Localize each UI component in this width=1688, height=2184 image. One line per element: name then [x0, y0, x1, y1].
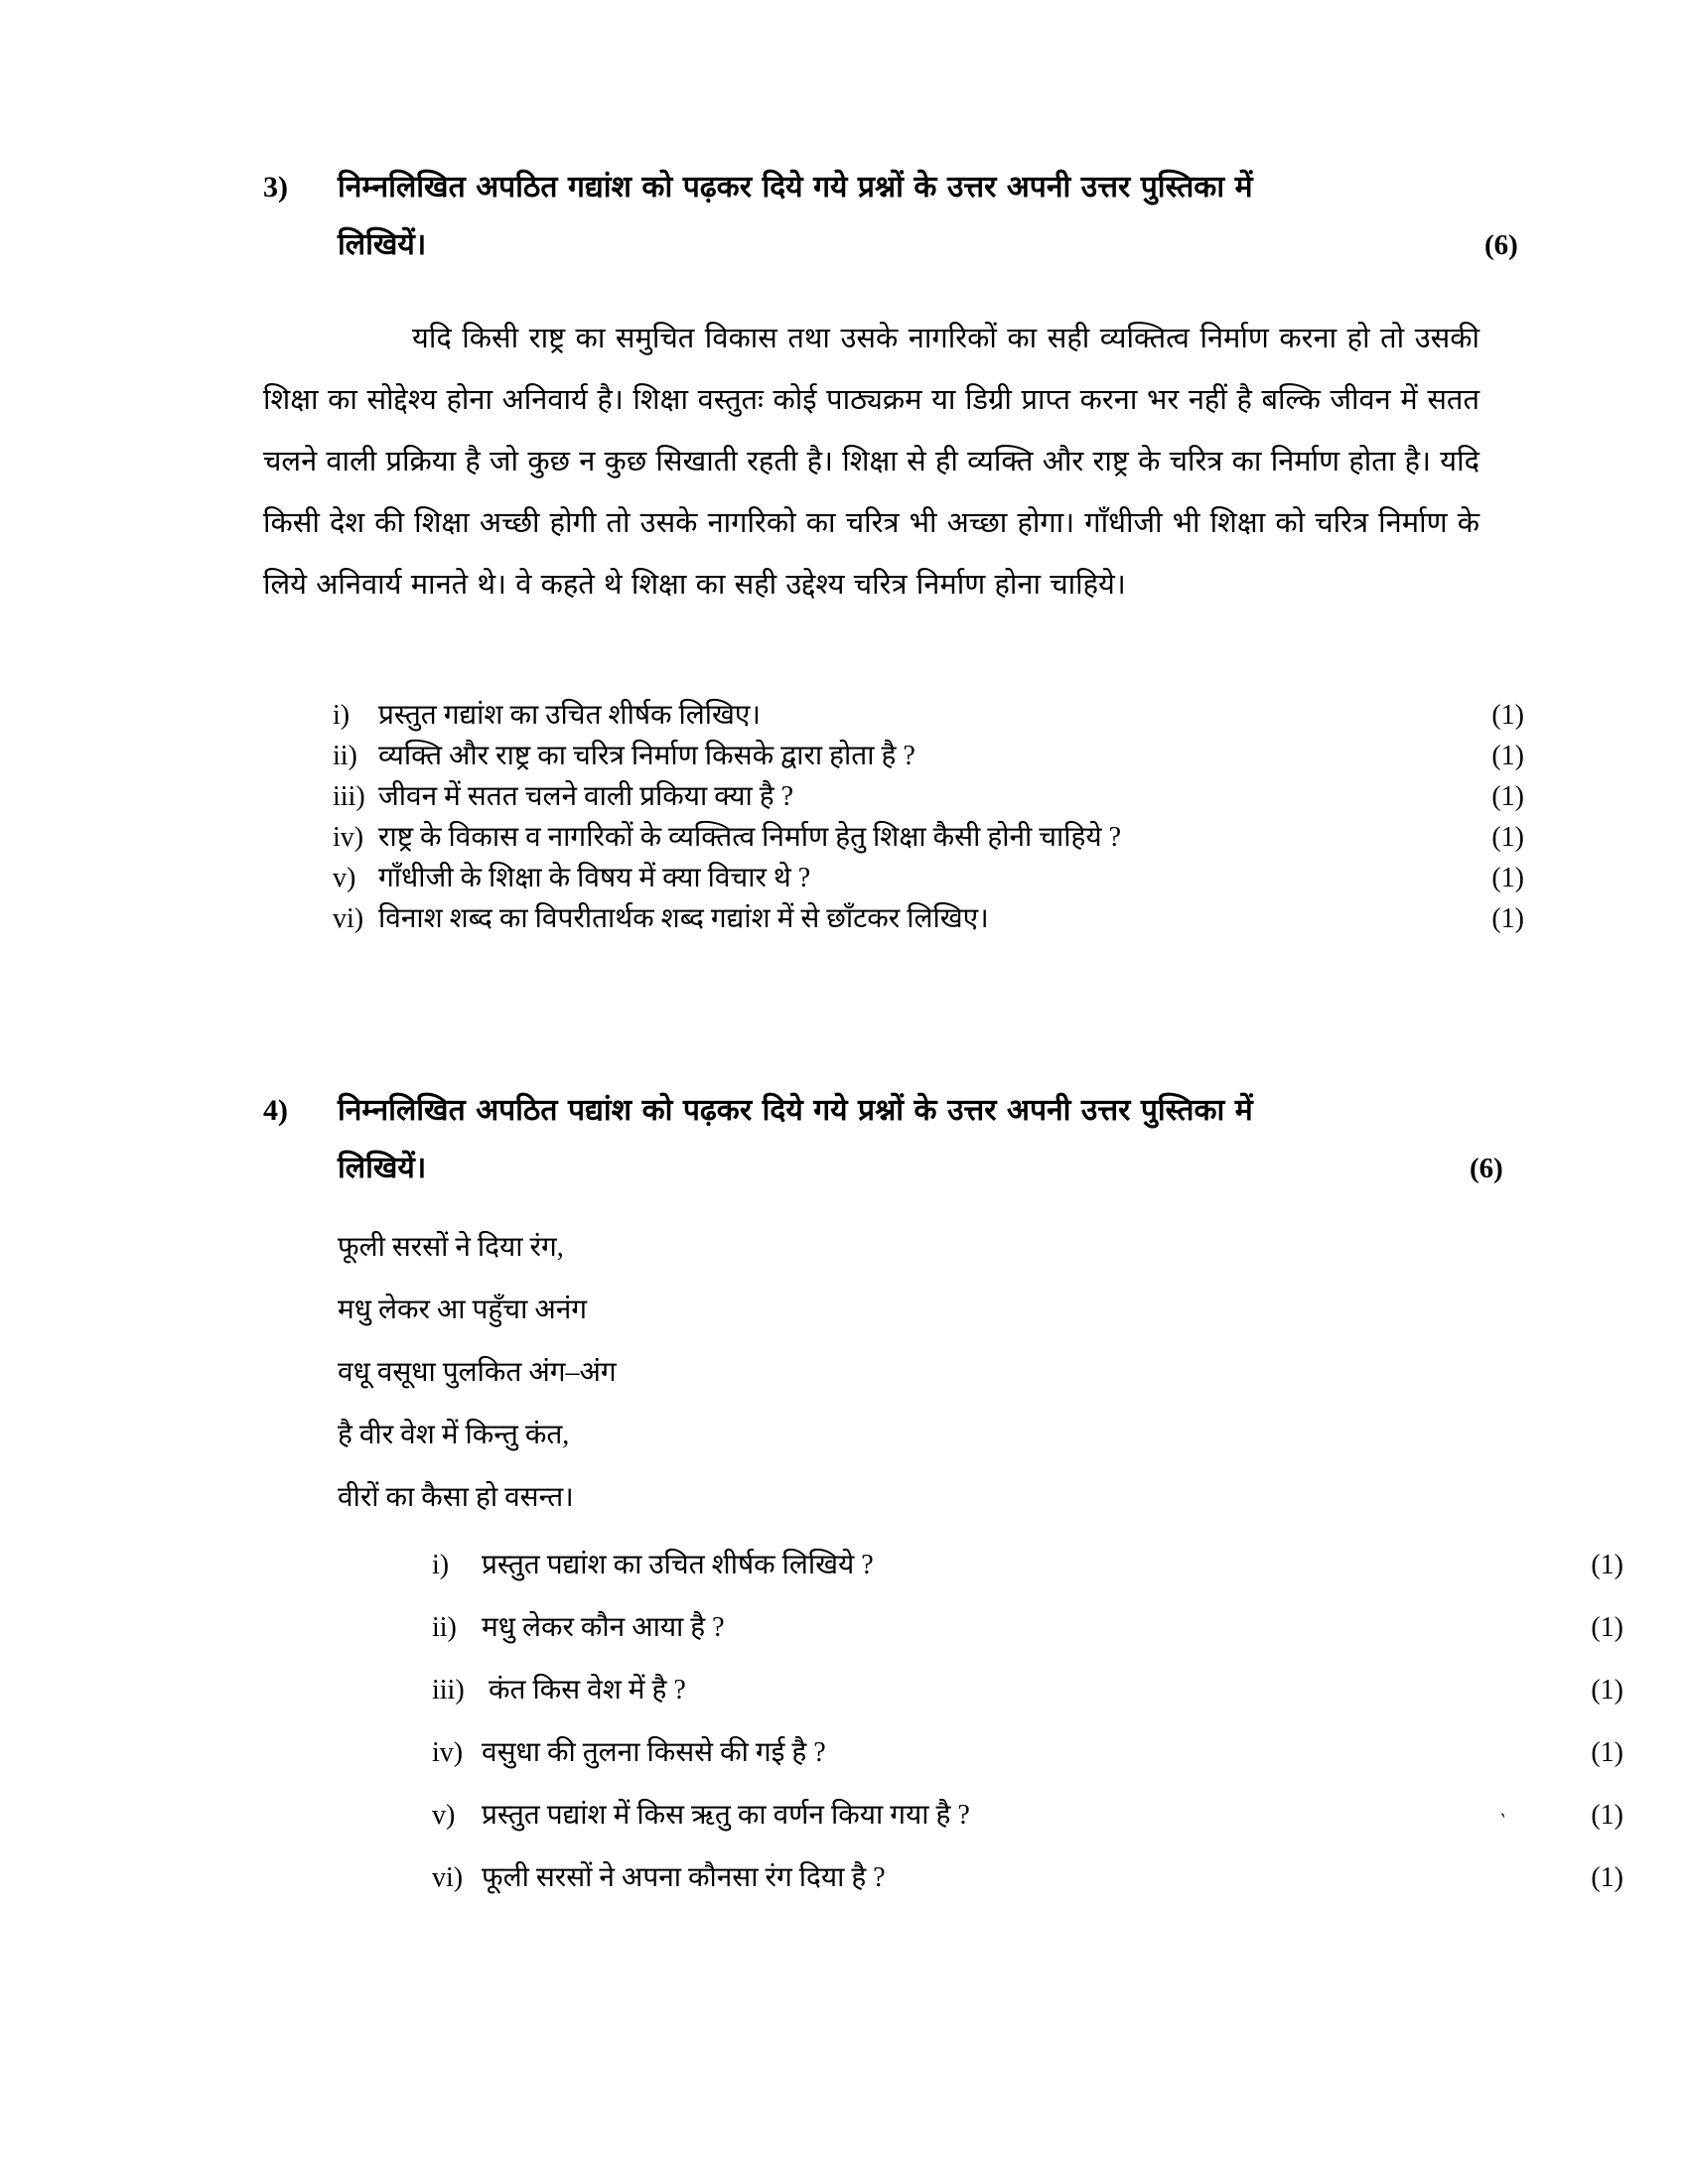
subquestion-mark: (1) [1591, 1862, 1623, 1893]
subquestion-roman: i) [432, 1550, 450, 1580]
subquestion-text: व्यक्ति और राष्ट्र का चरित्र निर्माण किसके द्वारा होता है ? [378, 741, 915, 771]
question-3-heading-line2-wrap [338, 216, 1559, 274]
poem-line: वीरों का कैसा हो वसन्त। [338, 1482, 574, 1513]
subquestion-mark: (1) [1591, 1612, 1623, 1643]
subquestion-mark: (1) [1491, 822, 1524, 853]
subquestion-text: मधु लेकर कौन आया है ? [482, 1612, 725, 1643]
stray-pen-mark: ` [1492, 1808, 1509, 1835]
subquestion-roman: ii) [333, 741, 357, 771]
question-4-poem [338, 1216, 617, 1529]
subquestion-mark: (1) [1491, 863, 1524, 893]
question-3-heading [0, 159, 1688, 274]
question-4-marks: (6) [1470, 1153, 1503, 1184]
subquestion-text: वसुधा की तुलना किससे की गई है ? [482, 1737, 826, 1768]
subquestion-mark: (1) [1491, 781, 1524, 812]
subquestion-item [432, 1846, 1623, 1909]
subquestion-roman: iv) [432, 1737, 464, 1768]
question-4-subquestion-list [432, 1534, 1623, 1909]
question-4-heading-text [338, 1082, 1559, 1197]
poem-line: वधू वसूधा पुलकित अंग–अंग [338, 1357, 617, 1388]
subquestion-text: जीवन में सतत चलने वाली प्रकिया क्या है ? [378, 781, 794, 812]
subquestion-text: राष्ट्र के विकास व नागरिकों के व्यक्तित्व निर्माण हेतु शिक्षा कैसी होनी चाहिये ? [378, 822, 1122, 853]
question-block-4 [0, 1082, 1688, 1197]
subquestion-item [432, 1659, 1623, 1721]
subquestion-text: फूली सरसों ने अपना कौनसा रंग दिया है ? [482, 1862, 886, 1893]
subquestion-roman: v) [333, 863, 356, 893]
subquestion-roman: iii) [333, 781, 365, 812]
subquestion-item [333, 898, 1524, 939]
question-3-heading-line2: लिखियें। [338, 228, 427, 261]
subquestion-text: प्रस्तुत पद्यांश का उचित शीर्षक लिखिये ? [482, 1550, 874, 1580]
question-4-heading [0, 1082, 1688, 1197]
question-3-heading-line1: निम्नलिखित अपठित गद्यांश को पढ़कर दिये गये प्रश्नों के उत्तर अपनी उत्तर पुस्तिका में [338, 171, 1253, 204]
poem-line: फूली सरसों ने दिया रंग, [338, 1232, 564, 1263]
subquestion-item [333, 817, 1524, 858]
question-4-heading-line1: निम्नलिखित अपठित पद्यांश को पढ़कर दिये गये प्रश्नों के उत्तर अपनी उत्तर पुस्तिका में [338, 1094, 1253, 1127]
subquestion-roman: vi) [432, 1862, 464, 1893]
passage-text: यदि किसी राष्ट्र का समुचित विकास तथा उसके नागरिकों का सही व्यक्तित्व निर्माण करना हो तो उसकी शिक्षा का सोद्देश्य होना अनिवार्य है। शिक्षा वस्तुतः कोई पाठ्यक्रम या डिग्री प्राप्त करना भर नहीं है बल्कि जीवन में सतत चलने वाली प्रक्रिया है जो कुछ न कुछ सिखाती रहती है। शिक्षा से ही व्यक्ति और राष्ट्र के चरित्र का निर्माण होता है। यदि किसी देश की शिक्षा अच्छी होगी तो उसके नागरिको का चरित्र भी अच्छा होगा। गाँधीजी भी शिक्षा को चरित्र निर्माण के लिये अनिवार्य मानते थे। वे कहते थे शिक्षा का सही उद्देश्य चरित्र निर्माण होना चाहिये। [263, 323, 1479, 601]
subquestion-roman: ii) [432, 1612, 457, 1643]
question-3-number: 3) [263, 171, 288, 204]
subquestion-roman: i) [333, 700, 351, 731]
subquestion-item [333, 776, 1524, 817]
subquestion-roman: iii) [432, 1675, 465, 1706]
subquestion-text: प्रस्तुत पद्यांश में किस ऋतु का वर्णन किया गया है ? [482, 1800, 970, 1831]
subquestion-text: कंत किस वेश में है ? [482, 1675, 686, 1706]
question-4-heading-line2-wrap [338, 1140, 1559, 1197]
subquestion-text: प्रस्तुत गद्यांश का उचित शीर्षक लिखिए। [378, 700, 762, 731]
subquestion-mark: (1) [1591, 1550, 1623, 1580]
subquestion-item [333, 695, 1524, 736]
question-3-heading-text [338, 159, 1559, 274]
question-4-heading-line2: लिखियें। [338, 1152, 427, 1184]
subquestion-text: विनाश शब्द का विपरीतार्थक शब्द गद्यांश में से छाँटकर लिखिए। [378, 903, 989, 934]
subquestion-mark: (1) [1491, 741, 1524, 771]
poem-line: है वीर वेश में किन्तु कंत, [338, 1420, 570, 1450]
question-block-3 [0, 159, 1688, 274]
question-3-passage [263, 308, 1479, 615]
subquestion-item [333, 858, 1524, 898]
subquestion-mark: (1) [1591, 1675, 1623, 1706]
question-4-number: 4) [263, 1094, 288, 1127]
subquestion-item [432, 1534, 1623, 1596]
question-3-subquestion-list [333, 695, 1524, 939]
subquestion-roman: iv) [333, 822, 364, 853]
subquestion-item [432, 1596, 1623, 1659]
poem-line: मधु लेकर आ पहुँचा अनंग [338, 1295, 588, 1325]
subquestion-text: गाँधीजी के शिक्षा के विषय में क्या विचार थे ? [378, 863, 811, 893]
subquestion-item [432, 1721, 1623, 1784]
subquestion-roman: vi) [333, 903, 364, 934]
subquestion-item [432, 1784, 1623, 1846]
subquestion-mark: (1) [1591, 1800, 1623, 1831]
subquestion-item [333, 736, 1524, 776]
subquestion-roman: v) [432, 1800, 456, 1831]
subquestion-mark: (1) [1491, 903, 1524, 934]
question-3-marks: (6) [1484, 229, 1518, 261]
subquestion-mark: (1) [1491, 700, 1524, 731]
subquestion-mark: (1) [1591, 1737, 1623, 1768]
